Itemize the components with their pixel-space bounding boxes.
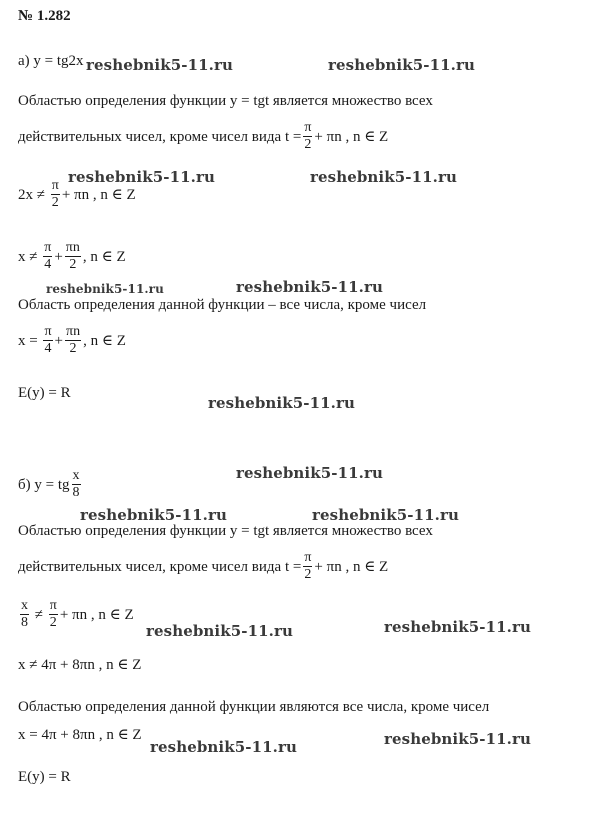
watermark: reshebnik5-11.ru — [310, 168, 457, 186]
part-b-function — [18, 468, 83, 501]
domain-condition-prefix: действительных чисел, кроме чисел вида t = — [18, 558, 302, 575]
x-neq: x ≠ — [18, 248, 38, 265]
watermark: reshebnik5-11.ru — [236, 278, 383, 296]
x-eq: x = — [18, 332, 38, 349]
plus-sign: + — [54, 332, 64, 349]
watermark: reshebnik5-11.ru — [328, 56, 475, 74]
part-a-domain-intro: Областью определения функции y = tgt является множество всех — [18, 93, 433, 109]
numerator: πn — [66, 324, 81, 339]
denominator: 2 — [304, 567, 312, 582]
part-b-solution: x ≠ 4π + 8πn , n ∈ Z — [18, 657, 142, 673]
fraction-pi-over-4 — [43, 240, 52, 273]
watermark: reshebnik5-11.ru — [46, 282, 164, 296]
numerator: x — [21, 598, 28, 613]
fraction-pi-over-2 — [303, 120, 312, 153]
part-b-domain-condition — [18, 550, 388, 583]
fraction-pin-over-2 — [65, 240, 81, 273]
plus-sign: + — [54, 248, 63, 265]
numerator: x — [72, 468, 80, 483]
numerator: π — [304, 120, 312, 135]
numerator: π — [44, 324, 52, 339]
part-b-domain-intro: Областью определения функции y = tgt является множество всех — [18, 523, 433, 539]
denominator: 4 — [44, 257, 52, 272]
part-b-range: E(y) = R — [18, 769, 71, 785]
neq-sign: ≠ — [34, 606, 43, 623]
part-b-result: x = 4π + 8πn , n ∈ Z — [18, 727, 142, 743]
part-a-solution — [18, 240, 126, 273]
fraction-x-over-8 — [20, 598, 29, 631]
watermark: reshebnik5-11.ru — [384, 730, 531, 748]
fraction-pi-over-2 — [303, 550, 312, 583]
denominator: 2 — [304, 137, 312, 152]
denominator: 8 — [21, 615, 28, 630]
part-a-domain-condition — [18, 120, 388, 153]
fraction-pi-over-2 — [51, 178, 60, 211]
watermark: reshebnik5-11.ru — [208, 394, 355, 412]
domain-condition-prefix: действительных чисел, кроме чисел вида t = — [18, 128, 302, 145]
denominator: 8 — [72, 485, 80, 500]
part-b-result-text: Областью определения данной функции являются все числа, кроме чисел — [18, 699, 490, 715]
denominator: 2 — [69, 341, 77, 356]
function-prefix: б) y = tg — [18, 476, 70, 493]
watermark: reshebnik5-11.ru — [236, 464, 383, 482]
inequality-lhs: 2x ≠ — [18, 186, 45, 203]
denominator: 2 — [69, 257, 77, 272]
denominator: 2 — [51, 195, 59, 210]
part-a-result — [18, 324, 126, 357]
domain-condition-tail: + πn , n ∈ Z — [314, 558, 389, 575]
part-a-range: E(y) = R — [18, 385, 71, 401]
numerator: π — [51, 178, 59, 193]
fraction-pi-over-4 — [43, 324, 52, 357]
inequality-tail: + πn , n ∈ Z — [61, 186, 136, 203]
fraction-x-over-8 — [72, 468, 81, 501]
numerator: π — [44, 240, 52, 255]
watermark: reshebnik5-11.ru — [150, 738, 297, 756]
denominator: 2 — [49, 615, 57, 630]
watermark: reshebnik5-11.ru — [86, 56, 233, 74]
solution-tail: , n ∈ Z — [82, 248, 126, 265]
numerator: πn — [65, 240, 80, 255]
part-a-function: а) y = tg2x — [18, 53, 84, 69]
result-tail: , n ∈ Z — [83, 332, 126, 349]
numerator: π — [304, 550, 312, 565]
domain-condition-tail: + πn , n ∈ Z — [314, 128, 389, 145]
inequality-tail: + πn , n ∈ Z — [59, 606, 134, 623]
watermark: reshebnik5-11.ru — [312, 506, 459, 524]
watermark: reshebnik5-11.ru — [146, 622, 293, 640]
watermark: reshebnik5-11.ru — [80, 506, 227, 524]
part-a-result-text: Область определения данной функции – все числа, кроме чисел — [18, 297, 427, 313]
denominator: 4 — [44, 341, 52, 356]
numerator: π — [49, 598, 57, 613]
watermark: reshebnik5-11.ru — [68, 168, 215, 186]
task-number: № 1.282 — [18, 8, 71, 24]
fraction-pin-over-2 — [65, 324, 81, 357]
fraction-pi-over-2 — [49, 598, 58, 631]
watermark: reshebnik5-11.ru — [384, 618, 531, 636]
part-b-inequality — [18, 598, 134, 631]
